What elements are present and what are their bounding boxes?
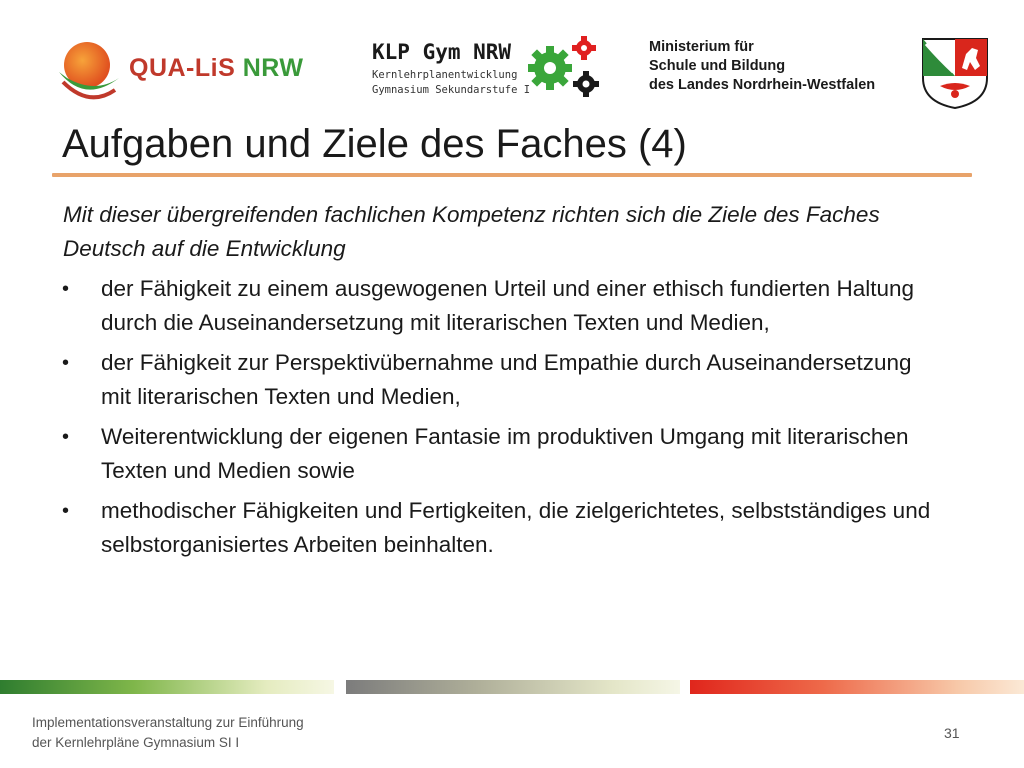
ministry-line2: Schule und Bildung xyxy=(649,58,786,74)
bullet-text: der Fähigkeit zu einem ausgewogenen Urteil und einer ethisch fundierten Haltung durch die Auseinandersetzung mit literarischen Texten und Medien, xyxy=(101,276,914,335)
footer-line1: Implementationsveranstaltung zur Einführung xyxy=(32,715,304,730)
page-number: 31 xyxy=(944,725,960,741)
qualis-logo xyxy=(55,38,305,104)
footer-caption xyxy=(32,713,304,753)
list-item xyxy=(62,272,942,340)
qualis-wordmark-accent: NRW xyxy=(242,54,304,82)
gears-icon xyxy=(524,34,604,106)
klp-title: KLP Gym NRW xyxy=(372,40,512,64)
list-item xyxy=(62,420,942,488)
bullet-text: der Fähigkeit zur Perspektivübernahme und Empathie durch Auseinandersetzung mit literarischen Texten und Medien, xyxy=(101,350,912,409)
title-underline xyxy=(52,173,972,177)
klp-subtitle-line1: Kernlehrplanentwicklung xyxy=(372,69,518,81)
footer-line2: der Kernlehrpläne Gymnasium SI I xyxy=(32,735,240,750)
ministry-line1: Ministerium für xyxy=(649,39,754,55)
qualis-emblem-icon xyxy=(55,38,123,104)
slide-title: Aufgaben und Ziele des Faches (4) xyxy=(62,122,687,166)
bullet-icon: • xyxy=(62,500,70,522)
bullet-text: methodischer Fähigkeiten und Fertigkeiten, die zielgerichtetes, selbstständiges und selbstorganisiertes Arbeiten beinhalten. xyxy=(101,498,931,557)
bullet-text: Weiterentwicklung der eigenen Fantasie im produktiven Umgang mit literarischen Texten und Medien sowie xyxy=(101,424,909,483)
klp-logo xyxy=(372,40,612,106)
ministry-name xyxy=(649,38,875,95)
bullet-list xyxy=(62,272,942,568)
footer-bar-green xyxy=(0,680,334,694)
ministry-logo xyxy=(644,36,994,112)
slide-intro: Mit dieser übergreifenden fachlichen Kompetenz richten sich die Ziele des Faches Deutsch auf die Entwicklung xyxy=(63,202,880,261)
klp-subtitle-line2: Gymnasium Sekundarstufe I xyxy=(372,84,531,96)
nrw-coat-of-arms-icon xyxy=(920,36,990,110)
qualis-wordmark-main: QUA-LiS xyxy=(129,54,236,82)
footer-bar-gray xyxy=(346,680,680,694)
qualis-wordmark xyxy=(129,54,304,83)
ministry-line3: des Landes Nordrhein-Westfalen xyxy=(649,77,876,93)
footer-bar-red xyxy=(690,680,1024,694)
list-item xyxy=(62,494,942,562)
bullet-icon: • xyxy=(62,426,70,448)
bullet-icon: • xyxy=(62,352,70,374)
bullet-icon: • xyxy=(62,278,70,300)
list-item xyxy=(62,346,942,414)
